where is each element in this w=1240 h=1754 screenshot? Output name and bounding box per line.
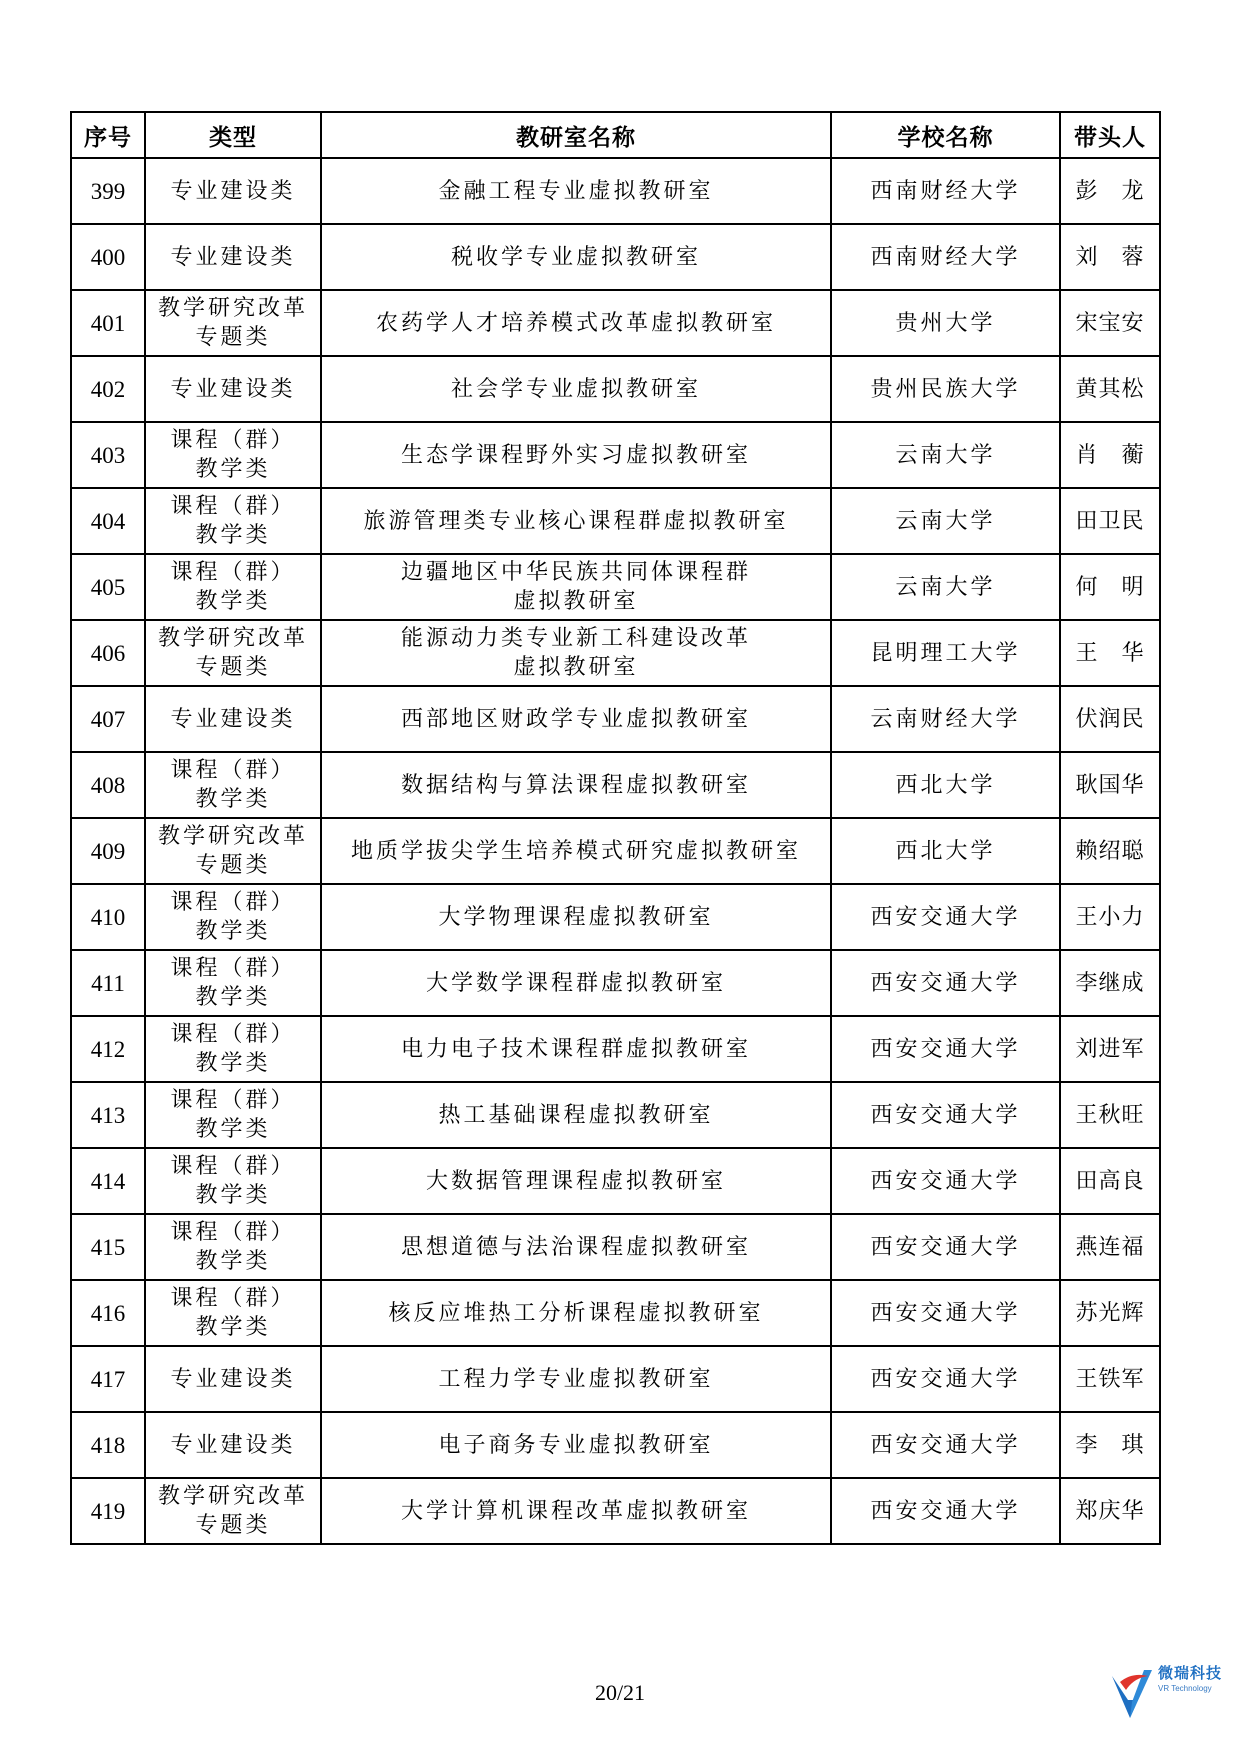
row-school: 西安交通大学 xyxy=(831,950,1060,1016)
row-school: 云南财经大学 xyxy=(831,686,1060,752)
row-type-line: 课程（群） xyxy=(170,494,296,519)
row-lab-name xyxy=(321,554,831,620)
row-type-line: 教学类 xyxy=(195,1051,271,1076)
row-lab-name-line: 大学物理课程虚拟教研室 xyxy=(438,904,714,930)
row-lab-name-line: 地质学拔尖学生培养模式研究虚拟教研室 xyxy=(350,838,801,864)
row-lab-name xyxy=(321,884,831,950)
row-school: 西安交通大学 xyxy=(831,1346,1060,1412)
row-lab-name xyxy=(321,1478,831,1544)
row-type xyxy=(145,488,321,554)
table-row xyxy=(71,1280,1160,1346)
row-number: 410 xyxy=(71,884,145,950)
row-lab-name xyxy=(321,224,831,290)
row-leader: 刘进军 xyxy=(1060,1016,1160,1082)
row-lab-name xyxy=(321,818,831,884)
table-row xyxy=(71,752,1160,818)
row-school: 西安交通大学 xyxy=(831,1478,1060,1544)
table-body xyxy=(71,158,1160,1544)
row-lab-name xyxy=(321,488,831,554)
row-school: 西南财经大学 xyxy=(831,224,1060,290)
row-type xyxy=(145,818,321,884)
row-number: 408 xyxy=(71,752,145,818)
col-header-leader: 带头人 xyxy=(1060,112,1160,158)
row-leader: 何 明 xyxy=(1060,554,1160,620)
row-type xyxy=(145,1346,321,1412)
watermark-logo xyxy=(1108,1656,1233,1736)
row-type-line: 课程（群） xyxy=(170,1220,296,1245)
row-leader: 王铁军 xyxy=(1060,1346,1160,1412)
row-number: 413 xyxy=(71,1082,145,1148)
row-type xyxy=(145,950,321,1016)
row-leader: 肖 蘅 xyxy=(1060,422,1160,488)
row-type-line: 教学类 xyxy=(195,1249,271,1274)
table-header xyxy=(71,112,1160,158)
row-lab-name-line: 金融工程专业虚拟教研室 xyxy=(438,178,714,204)
row-type xyxy=(145,422,321,488)
row-school: 西南财经大学 xyxy=(831,158,1060,224)
col-header-lab-name: 教研室名称 xyxy=(321,112,831,158)
table-row xyxy=(71,686,1160,752)
row-school: 云南大学 xyxy=(831,422,1060,488)
row-type xyxy=(145,290,321,356)
table-row xyxy=(71,554,1160,620)
col-header-no: 序号 xyxy=(71,112,145,158)
row-leader: 伏润民 xyxy=(1060,686,1160,752)
table-row xyxy=(71,1478,1160,1544)
row-number: 418 xyxy=(71,1412,145,1478)
row-type xyxy=(145,1412,321,1478)
watermark-brand: 微瑞科技 xyxy=(1158,1664,1223,1682)
row-type-line: 课程（群） xyxy=(170,560,296,585)
row-school: 西安交通大学 xyxy=(831,1214,1060,1280)
lab-list-table xyxy=(70,111,1161,1545)
row-school: 西安交通大学 xyxy=(831,1412,1060,1478)
table-row xyxy=(71,488,1160,554)
row-leader: 王 华 xyxy=(1060,620,1160,686)
row-leader: 黄其松 xyxy=(1060,356,1160,422)
row-number: 402 xyxy=(71,356,145,422)
row-lab-name xyxy=(321,686,831,752)
col-header-type: 类型 xyxy=(145,112,321,158)
row-type xyxy=(145,1214,321,1280)
row-number: 400 xyxy=(71,224,145,290)
row-number: 404 xyxy=(71,488,145,554)
page-number: 20/21 xyxy=(594,1680,646,1705)
row-type-line: 专题类 xyxy=(195,655,271,680)
row-school: 西安交通大学 xyxy=(831,1016,1060,1082)
row-type xyxy=(145,752,321,818)
table-row xyxy=(71,884,1160,950)
row-school: 西安交通大学 xyxy=(831,1148,1060,1214)
row-lab-name xyxy=(321,1082,831,1148)
row-school: 贵州大学 xyxy=(831,290,1060,356)
row-number: 412 xyxy=(71,1016,145,1082)
row-leader: 李继成 xyxy=(1060,950,1160,1016)
row-number: 401 xyxy=(71,290,145,356)
row-number: 406 xyxy=(71,620,145,686)
table-row xyxy=(71,356,1160,422)
row-lab-name-line: 大学计算机课程改革虚拟教研室 xyxy=(400,1498,751,1524)
row-type xyxy=(145,1478,321,1544)
row-lab-name-line: 农药学人才培养模式改革虚拟教研室 xyxy=(375,310,776,336)
row-lab-name xyxy=(321,752,831,818)
table-row xyxy=(71,1082,1160,1148)
row-lab-name xyxy=(321,290,831,356)
row-type-line: 教学类 xyxy=(195,1183,271,1208)
row-type-line: 教学研究改革 xyxy=(157,626,308,651)
row-type xyxy=(145,1280,321,1346)
row-leader: 田高良 xyxy=(1060,1148,1160,1214)
row-school: 西安交通大学 xyxy=(831,1280,1060,1346)
watermark-subtitle: VR Technology xyxy=(1158,1684,1212,1693)
row-type-line: 教学类 xyxy=(195,523,271,548)
row-number: 414 xyxy=(71,1148,145,1214)
table-row xyxy=(71,818,1160,884)
row-type xyxy=(145,1082,321,1148)
row-school: 西北大学 xyxy=(831,752,1060,818)
row-leader: 耿国华 xyxy=(1060,752,1160,818)
table-row xyxy=(71,1214,1160,1280)
table-row xyxy=(71,1148,1160,1214)
table-row xyxy=(71,1346,1160,1412)
row-lab-name-line: 税收学专业虚拟教研室 xyxy=(450,244,701,270)
row-lab-name xyxy=(321,422,831,488)
row-lab-name-line: 电子商务专业虚拟教研室 xyxy=(438,1432,714,1458)
row-type-line: 教学研究改革 xyxy=(157,296,308,321)
row-type-line: 教学类 xyxy=(195,985,271,1010)
row-lab-name-line: 旅游管理类专业核心课程群虚拟教研室 xyxy=(363,508,789,534)
row-type-line: 专业建设类 xyxy=(170,1432,296,1458)
row-number: 399 xyxy=(71,158,145,224)
row-type-line: 教学研究改革 xyxy=(157,824,308,849)
row-lab-name-line: 电力电子技术课程群虚拟教研室 xyxy=(400,1036,751,1062)
row-lab-name-line: 能源动力类专业新工科建设改革 xyxy=(400,626,751,651)
row-lab-name-line: 大学数学课程群虚拟教研室 xyxy=(425,970,726,996)
row-type xyxy=(145,686,321,752)
row-number: 409 xyxy=(71,818,145,884)
row-lab-name xyxy=(321,1346,831,1412)
row-type-line: 专题类 xyxy=(195,325,271,350)
row-leader: 李 琪 xyxy=(1060,1412,1160,1478)
row-school: 西北大学 xyxy=(831,818,1060,884)
row-number: 417 xyxy=(71,1346,145,1412)
row-type-line: 专业建设类 xyxy=(170,244,296,270)
row-lab-name xyxy=(321,950,831,1016)
row-type-line: 教学类 xyxy=(195,457,271,482)
row-type-line: 教学类 xyxy=(195,919,271,944)
table-row xyxy=(71,290,1160,356)
row-lab-name-line: 工程力学专业虚拟教研室 xyxy=(438,1366,714,1392)
row-school: 云南大学 xyxy=(831,488,1060,554)
row-type xyxy=(145,620,321,686)
row-school: 贵州民族大学 xyxy=(831,356,1060,422)
row-lab-name-line: 热工基础课程虚拟教研室 xyxy=(438,1102,714,1128)
row-lab-name xyxy=(321,1148,831,1214)
vr-logo-icon xyxy=(1108,1662,1156,1724)
row-leader: 赖绍聪 xyxy=(1060,818,1160,884)
row-type-line: 课程（群） xyxy=(170,428,296,453)
row-type-line: 专业建设类 xyxy=(170,1366,296,1392)
row-lab-name-line: 生态学课程野外实习虚拟教研室 xyxy=(400,442,751,468)
row-leader: 彭 龙 xyxy=(1060,158,1160,224)
row-lab-name xyxy=(321,1214,831,1280)
row-number: 415 xyxy=(71,1214,145,1280)
row-type-line: 专题类 xyxy=(195,853,271,878)
row-lab-name-line: 西部地区财政学专业虚拟教研室 xyxy=(400,706,751,732)
row-lab-name xyxy=(321,1280,831,1346)
row-type xyxy=(145,1016,321,1082)
row-type-line: 教学研究改革 xyxy=(157,1484,308,1509)
row-lab-name-line: 虚拟教研室 xyxy=(513,655,639,680)
row-lab-name-line: 核反应堆热工分析课程虚拟教研室 xyxy=(388,1300,764,1326)
row-type-line: 课程（群） xyxy=(170,1088,296,1113)
row-lab-name xyxy=(321,356,831,422)
table-row xyxy=(71,158,1160,224)
table-row xyxy=(71,1016,1160,1082)
row-lab-name xyxy=(321,1016,831,1082)
row-type xyxy=(145,224,321,290)
row-type-line: 专业建设类 xyxy=(170,178,296,204)
table-row xyxy=(71,620,1160,686)
row-lab-name-line: 边疆地区中华民族共同体课程群 xyxy=(400,560,751,585)
row-leader: 王秋旺 xyxy=(1060,1082,1160,1148)
row-number: 416 xyxy=(71,1280,145,1346)
row-leader: 田卫民 xyxy=(1060,488,1160,554)
row-number: 405 xyxy=(71,554,145,620)
row-type xyxy=(145,158,321,224)
row-type-line: 专业建设类 xyxy=(170,376,296,402)
col-header-school: 学校名称 xyxy=(831,112,1060,158)
row-type-line: 课程（群） xyxy=(170,1286,296,1311)
row-type-line: 课程（群） xyxy=(170,1154,296,1179)
row-number: 411 xyxy=(71,950,145,1016)
row-leader: 燕连福 xyxy=(1060,1214,1160,1280)
row-leader: 宋宝安 xyxy=(1060,290,1160,356)
row-lab-name-line: 大数据管理课程虚拟教研室 xyxy=(425,1168,726,1194)
row-leader: 郑庆华 xyxy=(1060,1478,1160,1544)
row-type xyxy=(145,884,321,950)
table-row xyxy=(71,950,1160,1016)
row-leader: 苏光辉 xyxy=(1060,1280,1160,1346)
row-lab-name-line: 思想道德与法治课程虚拟教研室 xyxy=(400,1234,751,1260)
row-type-line: 课程（群） xyxy=(170,956,296,981)
row-type-line: 专题类 xyxy=(195,1513,271,1538)
row-leader: 刘 蓉 xyxy=(1060,224,1160,290)
row-lab-name-line: 社会学专业虚拟教研室 xyxy=(450,376,701,402)
row-school: 西安交通大学 xyxy=(831,884,1060,950)
row-lab-name-line: 数据结构与算法课程虚拟教研室 xyxy=(400,772,751,798)
row-type xyxy=(145,356,321,422)
row-number: 407 xyxy=(71,686,145,752)
row-leader: 王小力 xyxy=(1060,884,1160,950)
row-type xyxy=(145,554,321,620)
row-number: 403 xyxy=(71,422,145,488)
row-type-line: 专业建设类 xyxy=(170,706,296,732)
row-lab-name xyxy=(321,1412,831,1478)
table-row xyxy=(71,224,1160,290)
row-lab-name-line: 虚拟教研室 xyxy=(513,589,639,614)
row-school: 西安交通大学 xyxy=(831,1082,1060,1148)
row-school: 云南大学 xyxy=(831,554,1060,620)
row-type-line: 课程（群） xyxy=(170,890,296,915)
table-row xyxy=(71,422,1160,488)
table-row xyxy=(71,1412,1160,1478)
header-row xyxy=(71,112,1160,158)
row-type-line: 课程（群） xyxy=(170,758,296,783)
row-type-line: 教学类 xyxy=(195,589,271,614)
row-lab-name xyxy=(321,620,831,686)
row-type-line: 教学类 xyxy=(195,1117,271,1142)
row-type-line: 教学类 xyxy=(195,1315,271,1340)
row-type-line: 课程（群） xyxy=(170,1022,296,1047)
row-number: 419 xyxy=(71,1478,145,1544)
row-lab-name xyxy=(321,158,831,224)
row-type xyxy=(145,1148,321,1214)
row-type-line: 教学类 xyxy=(195,787,271,812)
row-school: 昆明理工大学 xyxy=(831,620,1060,686)
